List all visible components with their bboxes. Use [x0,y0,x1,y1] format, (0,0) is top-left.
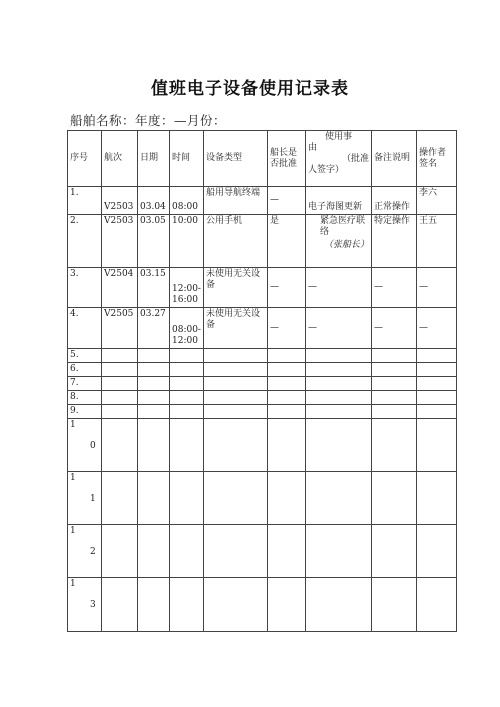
document-title: 值班电子设备使用记录表 [151,79,349,99]
cell-time: 08:00-12:00 [170,308,204,349]
header-approval: 船长是否批准 [268,131,306,187]
cell-seq: 3. [68,268,102,308]
cell-seq: 7. [68,377,102,391]
header-purpose-line4: 人签字） [308,165,345,175]
header-purpose-line2: 由 [308,143,318,153]
cell-date: 03.15 [138,268,170,308]
table-row [68,525,457,578]
cell-purpose: — [306,308,372,349]
ship-info-line: 船舶名称：年度：—月份： [70,113,227,128]
cell-device: 未使用无关设备 [204,268,268,308]
table-row [68,187,457,215]
cell-seq-digit2: 3 [90,600,96,610]
cell-seq [68,525,102,578]
table-row [68,472,457,525]
header-device: 设备类型 [204,131,268,187]
cell-seq-digit2: 0 [90,441,96,451]
cell-seq: 1. [68,187,102,215]
cell-seq-digit1: 1 [70,473,76,483]
table-row [68,215,457,268]
header-time: 时间 [170,131,204,187]
cell-operator: 王五 [417,215,457,268]
cell-seq-digit2: 2 [90,547,96,557]
cell-seq-digit1: 1 [70,420,76,430]
header-seq: 序号 [68,131,102,187]
table-row [68,419,457,472]
cell-remarks: 特定操作 [372,215,417,268]
cell-purpose: — [306,268,372,308]
header-purpose-line3: （批准 [341,154,369,164]
cell-date: 03.27 [138,308,170,349]
cell-purpose: 电子海图更新 [306,187,372,215]
cell-purpose-text: 紧急医疗联络 [320,216,366,237]
header-row [68,131,457,187]
cell-voyage: V2505 [102,308,138,349]
cell-seq-digit2: 1 [90,494,96,504]
table-row [68,363,457,377]
cell-operator: — [417,268,457,308]
header-operator: 操作者签名 [417,131,457,187]
cell-seq: 9. [68,405,102,419]
table-row [68,391,457,405]
cell-voyage: V2503 [102,215,138,268]
cell-approval: 是 [268,215,306,268]
cell-remarks: — [372,268,417,308]
cell-seq: 4. [68,308,102,349]
header-remarks: 备注说明 [372,131,417,187]
header-voyage: 航次 [102,131,138,187]
cell-purpose [306,215,372,268]
cell-time: 12:00-16:00 [170,268,204,308]
cell-voyage: V2504 [102,268,138,308]
header-date: 日期 [138,131,170,187]
cell-time: 10:00 [170,215,204,268]
table-row [68,405,457,419]
cell-seq [68,578,102,632]
table-row [68,349,457,363]
cell-seq [68,472,102,525]
table-row [68,268,457,308]
cell-seq-digit1: 1 [70,579,76,589]
cell-seq-digit1: 1 [70,526,76,536]
cell-voyage: V2503 [102,187,138,215]
cell-purpose-note: （张船长） [323,240,369,250]
cell-date: 03.05 [138,215,170,268]
cell-device: 公用手机 [204,215,268,268]
table-row [68,377,457,391]
cell-approval: — [268,268,306,308]
cell-approval: — [268,187,306,215]
cell-remarks: 正常操作 [372,187,417,215]
cell-operator: 李六 [417,187,457,215]
cell-device: 未使用无关设备 [204,308,268,349]
cell-seq [68,419,102,472]
cell-operator: — [417,308,457,349]
header-purpose [306,131,372,187]
cell-approval: — [268,308,306,349]
table-row [68,308,457,349]
cell-seq: 6. [68,363,102,377]
cell-seq: 2. [68,215,102,268]
table-row [68,578,457,632]
usage-log-table [67,130,457,632]
cell-date: 03.04 [138,187,170,215]
header-purpose-line1: 使用事 [324,132,352,142]
cell-time: 08:00 [170,187,204,215]
cell-device: 船用导航终端 [204,187,268,215]
cell-seq: 8. [68,391,102,405]
cell-seq: 5. [68,349,102,363]
cell-remarks: — [372,308,417,349]
